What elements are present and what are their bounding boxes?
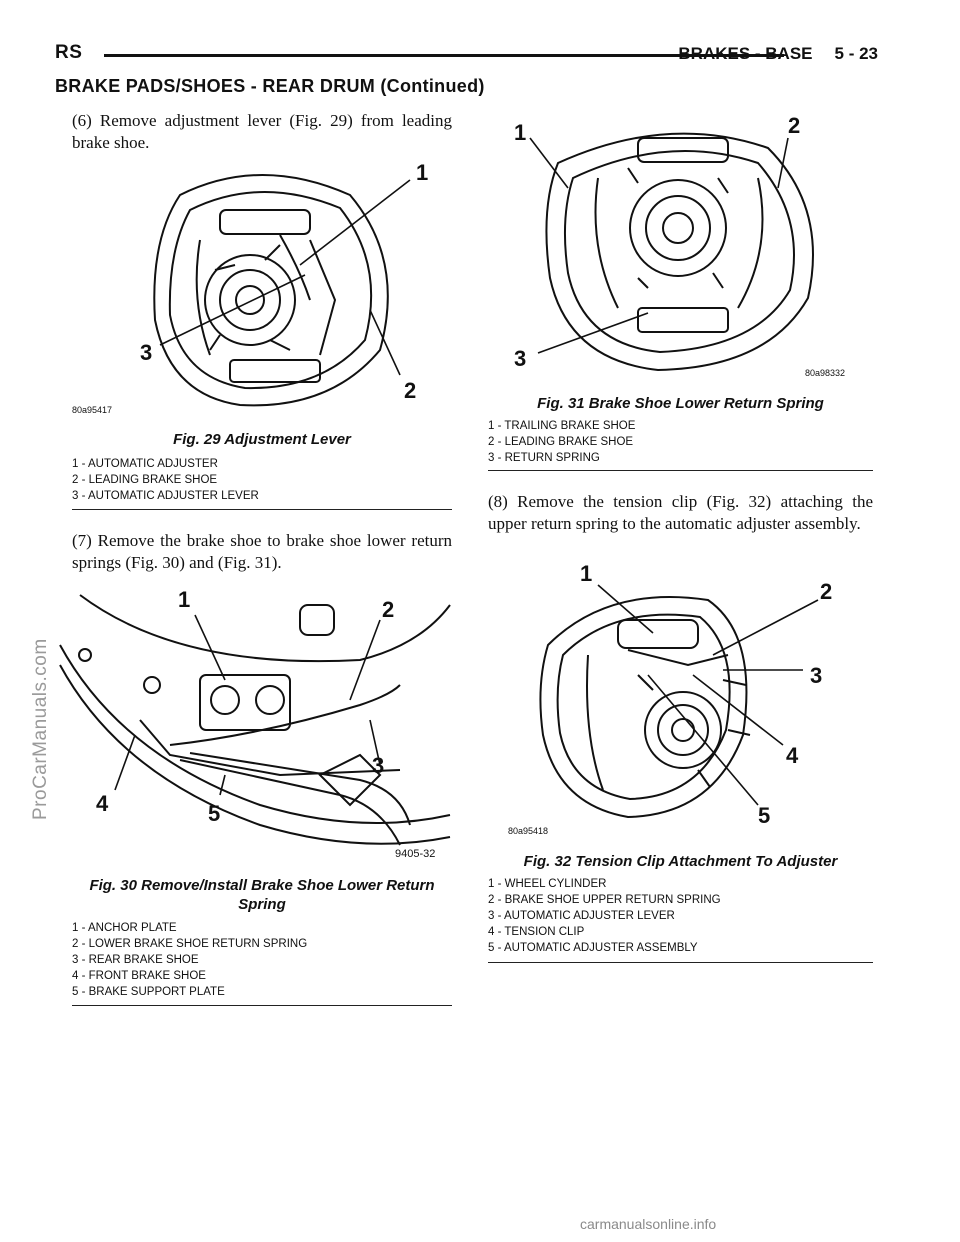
fig32-code: 80a95418 (508, 826, 549, 836)
fig29-code: 80a95417 (72, 405, 113, 415)
fig29-callout-1: 1 (416, 160, 429, 185)
fig32-rule (488, 962, 873, 963)
fig29-title: Fig. 29 Adjustment Lever (173, 431, 351, 448)
fig30-rule (72, 1005, 452, 1006)
fig31-callout-1: 1 (514, 120, 527, 145)
fig31-callout-3: 3 (514, 346, 527, 371)
fig29-callout-3: 3 (140, 340, 153, 365)
fig30-title: Fig. 30 Remove/Install Brake Shoe Lower Return Spring (89, 877, 435, 913)
fig29-rule (72, 509, 452, 510)
fig29-callout-2: 2 (404, 378, 417, 403)
fig32-legend-item: 4 - TENSION CLIP (488, 926, 585, 938)
fig30-legend (72, 920, 452, 1000)
step-6-text: (6) Remove adjustment lever (Fig. 29) from leading brake shoe. (72, 111, 452, 152)
fig31-legend (488, 418, 873, 466)
fig31-title: Fig. 31 Brake Shoe Lower Return Spring (537, 395, 824, 412)
fig31-rule (488, 470, 873, 471)
fig32-callout-5: 5 (758, 803, 771, 828)
fig31-illustration (488, 108, 873, 388)
fig29-legend-item: 1 - AUTOMATIC ADJUSTER (72, 458, 218, 470)
fig32-legend-item: 3 - AUTOMATIC ADJUSTER LEVER (488, 910, 675, 922)
fig29-illustration (60, 150, 460, 420)
fig32-legend-item: 2 - BRAKE SHOE UPPER RETURN SPRING (488, 894, 721, 906)
fig30-code: 9405-32 (395, 848, 436, 860)
fig30-callout-2: 2 (382, 597, 395, 622)
header-right (678, 44, 878, 64)
fig30-illustration (60, 575, 460, 865)
fig29-legend (72, 456, 452, 504)
fig30-callout-1: 1 (178, 587, 191, 612)
header-section-code: RS (55, 42, 83, 63)
fig32-legend (488, 876, 873, 956)
fig32-callout-1: 1 (580, 561, 593, 586)
fig32-callout-3: 3 (810, 663, 823, 688)
header-section-title: BRAKES - BASE (678, 44, 813, 63)
fig30-legend-item: 5 - BRAKE SUPPORT PLATE (72, 986, 225, 998)
footer-watermark: carmanualsonline.info (580, 1216, 717, 1232)
header-page-number: 5 - 23 (834, 44, 878, 63)
fig31-code: 80a98332 (805, 368, 846, 378)
fig29-legend-item: 3 - AUTOMATIC ADJUSTER LEVER (72, 490, 259, 502)
fig30-callout-5: 5 (208, 801, 221, 826)
fig30-callout-4: 4 (96, 791, 109, 816)
fig31-legend-item: 2 - LEADING BRAKE SHOE (488, 436, 634, 448)
fig32-callout-2: 2 (820, 579, 833, 604)
fig30-legend-item: 4 - FRONT BRAKE SHOE (72, 970, 206, 982)
fig31-callout-2: 2 (788, 113, 801, 138)
fig32-callout-4: 4 (786, 743, 799, 768)
fig30-legend-item: 2 - LOWER BRAKE SHOE RETURN SPRING (72, 938, 308, 950)
fig32-title: Fig. 32 Tension Clip Attachment To Adjuster (523, 853, 838, 870)
fig32-legend-item: 1 - WHEEL CYLINDER (488, 878, 607, 890)
step-7-text: (7) Remove the brake shoe to brake shoe lower return springs (Fig. 30) and (Fig. 31). (72, 531, 452, 572)
watermark-vertical: ProCarManuals.com (30, 638, 51, 820)
fig30-legend-item: 3 - REAR BRAKE SHOE (72, 954, 199, 966)
fig32-legend-item: 5 - AUTOMATIC ADJUSTER ASSEMBLY (488, 942, 698, 954)
step-8-text: (8) Remove the tension clip (Fig. 32) attaching the upper return spring to the automatic adjuster assembly. (488, 492, 873, 533)
fig30-legend-item: 1 - ANCHOR PLATE (72, 922, 177, 934)
fig32-illustration (488, 555, 873, 840)
fig31-legend-item: 3 - RETURN SPRING (488, 452, 600, 464)
fig30-callout-3: 3 (372, 753, 385, 778)
fig29-legend-item: 2 - LEADING BRAKE SHOE (72, 474, 218, 486)
fig31-legend-item: 1 - TRAILING BRAKE SHOE (488, 420, 636, 432)
section-subheading: BRAKE PADS/SHOES - REAR DRUM (Continued) (55, 76, 485, 96)
